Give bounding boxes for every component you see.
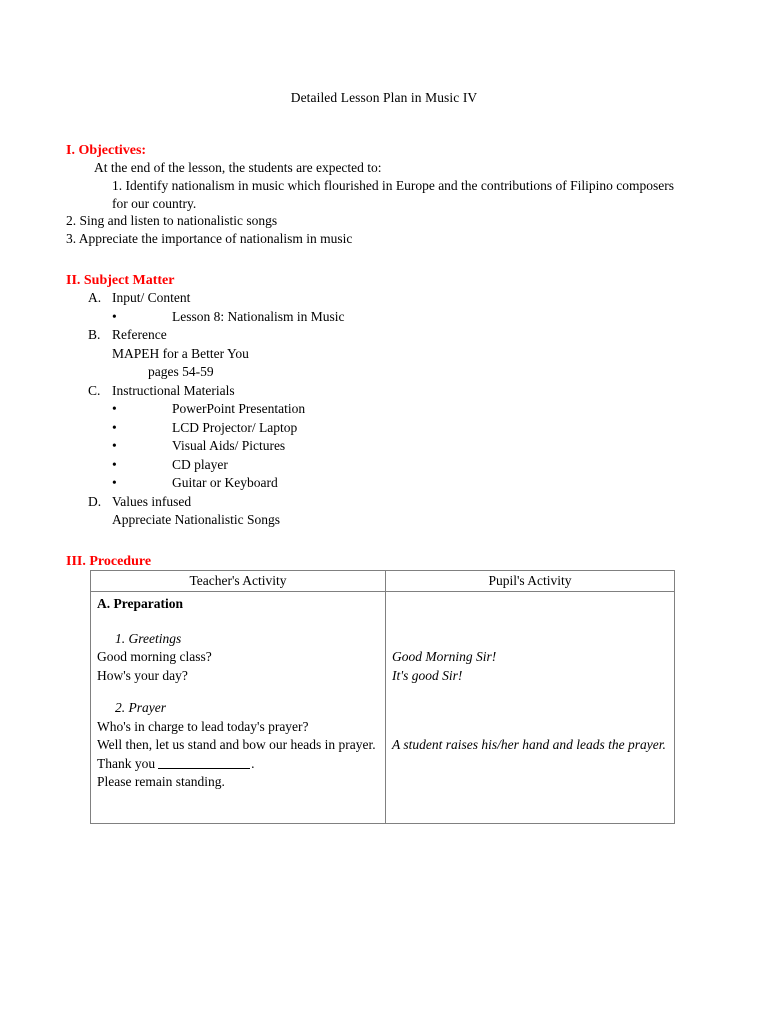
column-header-teacher-activity: Teacher's Activity	[91, 571, 386, 592]
entry-label-c: Instructional Materials	[112, 382, 235, 398]
column-header-pupil-activity: Pupil's Activity	[386, 571, 675, 592]
entry-label-a: Input/ Content	[112, 290, 191, 305]
table-row	[91, 592, 675, 824]
bullet-icon: •	[112, 308, 117, 324]
document-title: Detailed Lesson Plan in Music IV	[290, 90, 478, 105]
subject-entry-d	[66, 493, 686, 512]
teacher-activity-cell	[91, 592, 386, 824]
bullet-icon: •	[112, 401, 117, 416]
spacer	[392, 699, 669, 718]
preparation-title: A. Preparation	[97, 596, 183, 611]
spacer	[392, 685, 669, 699]
bullet-icon: •	[112, 419, 117, 435]
pupil-activity-content	[386, 592, 674, 823]
objectives-section	[66, 142, 686, 248]
thank-you-text: Thank you	[97, 755, 156, 771]
spacer	[97, 685, 380, 699]
pupil-prayer-line: A student raises his/her hand and leads the prayer.	[392, 737, 666, 752]
entry-marker-b: B.	[88, 327, 101, 342]
material-item	[66, 456, 686, 475]
objectives-intro: At the end of the lesson, the students are expected to:	[94, 160, 382, 175]
entry-marker-d: D.	[88, 493, 102, 509]
spacer	[392, 630, 669, 649]
material-item	[66, 474, 686, 493]
objectives-item-3: 3. Appreciate the importance of nationalism in music	[66, 231, 353, 247]
pupil-greeting-line: Good Morning Sir!	[392, 649, 497, 664]
subject-matter-heading: II. Subject Matter	[66, 273, 175, 288]
spacer	[97, 614, 380, 630]
prayer-line: Who's in charge to lead today's prayer?	[97, 718, 309, 734]
procedure-heading: III. Procedure	[66, 554, 152, 569]
prayer-line: Please remain standing.	[97, 774, 225, 789]
values-infused-value: Appreciate Nationalistic Songs	[112, 512, 280, 527]
material-label: PowerPoint Presentation	[172, 401, 306, 416]
material-item	[66, 400, 686, 419]
material-label: CD player	[172, 456, 228, 472]
blank-underline	[158, 756, 250, 769]
greeting-line: How's your day?	[97, 667, 188, 683]
objectives-heading: I. Objectives:	[66, 143, 147, 158]
table-header-row	[91, 571, 675, 592]
spacer	[392, 595, 669, 614]
entry-marker-a: A.	[88, 290, 102, 305]
prayer-line: Well then, let us stand and bow our heads in prayer.	[97, 737, 376, 752]
subject-bullet-a-1	[66, 308, 686, 327]
pupil-activity-cell	[386, 592, 675, 824]
material-item	[66, 437, 686, 456]
procedure-section	[66, 553, 686, 570]
reference-pages: pages 54-59	[148, 364, 214, 379]
material-label: LCD Projector/ Laptop	[172, 419, 298, 435]
reference-title: MAPEH for a Better You	[112, 345, 249, 361]
subject-matter-section	[66, 272, 686, 530]
spacer	[392, 718, 669, 737]
material-label: Visual Aids/ Pictures	[172, 438, 286, 453]
prayer-thank-you-line	[97, 755, 380, 774]
bullet-icon: •	[112, 456, 117, 472]
prayer-title: 2. Prayer	[115, 700, 166, 715]
teacher-activity-content	[91, 592, 385, 823]
entry-marker-c: C.	[88, 382, 101, 398]
greeting-line: Good morning class?	[97, 649, 212, 664]
entry-label-d: Values infused	[112, 493, 192, 509]
greetings-title: 1. Greetings	[115, 630, 182, 646]
objectives-item-1: 1. Identify nationalism in music which flourished in Europe and the contributions of Filipino composers for our country.	[112, 177, 678, 211]
spacer	[392, 614, 669, 630]
subject-entry-c	[66, 382, 686, 401]
material-label: Guitar or Keyboard	[172, 475, 278, 490]
objectives-item-2: 2. Sing and listen to nationalistic songs	[66, 213, 278, 229]
bullet-label: Lesson 8: Nationalism in Music	[172, 308, 345, 324]
bullet-icon: •	[112, 438, 117, 453]
subject-entry-a	[66, 289, 686, 308]
pupil-greeting-line: It's good Sir!	[392, 667, 463, 683]
procedure-table	[90, 570, 675, 824]
material-item	[66, 419, 686, 438]
entry-label-b: Reference	[112, 327, 167, 342]
blank-suffix: .	[251, 755, 255, 771]
bullet-icon: •	[112, 475, 117, 490]
subject-entry-b	[66, 326, 686, 345]
